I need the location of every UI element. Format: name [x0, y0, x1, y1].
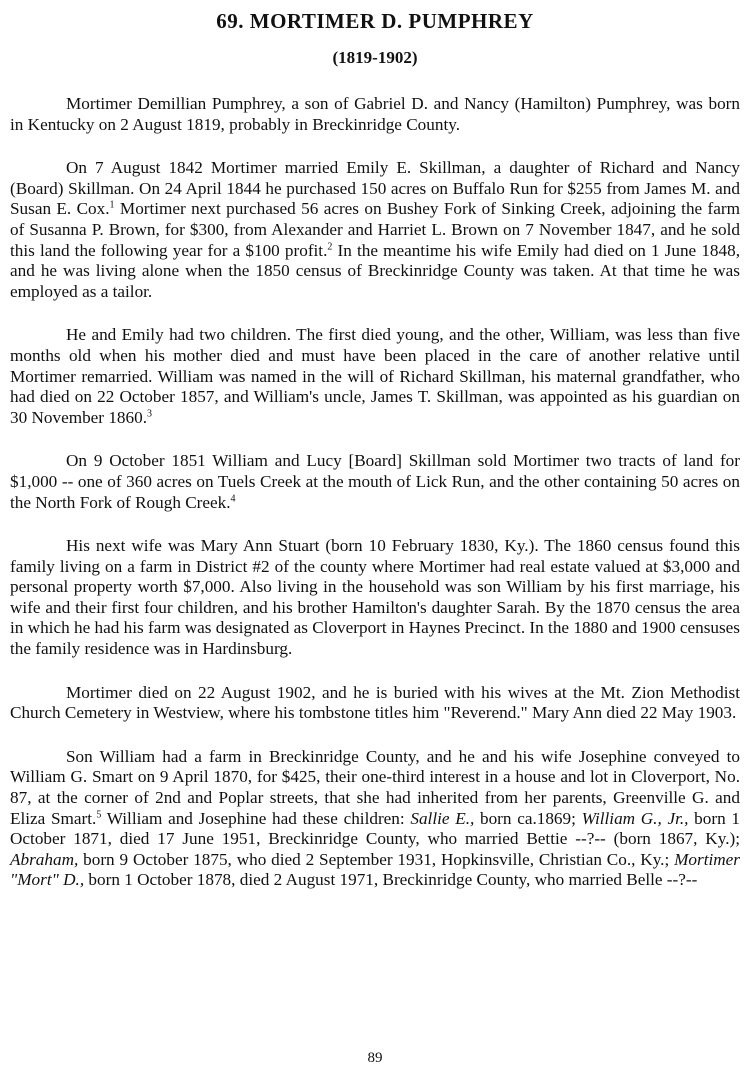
paragraph-text: Son William had a farm in Breckinridge County, and he and his wife Josephine conveyed to William G. Smart on 9 April 1870, for $425, their one-third interest in a house and lot in Cloverport, No. 87, at the corner of 2nd and Poplar streets, that she had inherited from her parents, Greenville G. and Eliza Smart. — [10, 746, 740, 828]
paragraph-text: He and Emily had two children. The first died young, and the other, William, was less than five months old when his mother died and must have been placed in the care of another relative until Mortimer remarried. William was named in the will of Richard Skillman, his maternal grandfather, who had died on 22 October 1857, and William's uncle, James T. Skillman, was appointed as his guardian on 30 November 1860. — [10, 325, 740, 427]
child-name: Mortimer "Mort" D., — [10, 849, 740, 890]
child-name: Sallie E., — [410, 808, 475, 828]
child-name: William G., Jr., — [581, 808, 689, 828]
footnote-marker: 3 — [147, 407, 152, 419]
paragraph — [10, 94, 740, 135]
paragraph — [10, 158, 740, 302]
paragraph — [10, 536, 740, 660]
paragraph — [10, 325, 740, 428]
paragraph-text: Mortimer Demillian Pumphrey, a son of Gabriel D. and Nancy (Hamilton) Pumphrey, was born in Kentucky on 2 August 1819, probably in Breckinridge County. — [10, 94, 740, 134]
footnote-marker: 1 — [109, 199, 115, 211]
document-page — [10, 0, 740, 1076]
chapter-title: 69. MORTIMER D. PUMPHREY — [216, 9, 534, 33]
paragraph-text: Mortimer next purchased 56 acres on Bushey Fork of Sinking Creek, adjoining the farm of Susanna P. Brown, for $300, from Alexander and Harriet L. Brown on 7 November 1847, and he sold this land the following year for a $100 profit. — [10, 199, 740, 260]
paragraph — [10, 747, 740, 891]
paragraph — [10, 451, 740, 513]
paragraph-text: born 1 October 1878, died 2 August 1971, Breckinridge County, who married Belle --?-- — [84, 870, 698, 890]
paragraph-text: His next wife was Mary Ann Stuart (born 10 February 1830, Ky.). The 1860 census found this family living on a farm in District #2 of the county where Mortimer had real estate valued at $3,000 and personal property worth $7,000. Also living in the household was son William by his first marriage, his wife and their first four children, and his brother Hamilton's daughter Sarah. By the 1870 census the area in which he had his farm was designated as Cloverport in Haynes Precinct. In the 1880 and 1900 censuses the family residence was in Hardinsburg. — [10, 536, 740, 659]
paragraph — [10, 683, 740, 724]
footnote-marker: 5 — [96, 808, 102, 820]
paragraph-text: William and Josephine had these children: — [101, 808, 411, 828]
paragraph-text: born 9 October 1875, who died 2 September 1931, Hopkinsville, Christian Co., Ky.; — [78, 849, 675, 869]
paragraph-text: Mortimer died on 22 August 1902, and he is buried with his wives at the Mt. Zion Methodist Church Cemetery in Westview, where his tombstone titles him "Reverend." Mary Ann died 22 May 1903. — [10, 682, 740, 723]
child-name: Abraham, — [10, 849, 79, 869]
footnote-marker: 4 — [230, 492, 236, 504]
paragraph-text: born 1 October 1871, died 17 June 1951, Breckinridge County, who married Bettie --?-- (born 1867, Ky.); — [10, 808, 740, 849]
paragraph-text: On 7 August 1842 Mortimer married Emily E. Skillman, a daughter of Richard and Nancy (Board) Skillman. On 24 April 1844 he purchased 150 acres on Buffalo Run for $255 from James M. and Susan E. Cox. — [10, 158, 740, 219]
paragraph-text: On 9 October 1851 William and Lucy [Board] Skillman sold Mortimer two tracts of land for $1,000 -- one of 360 acres on Tuels Creek at the mouth of Lick Run, and the other containing 50 acres on the North Fork of Rough Creek. — [10, 451, 740, 512]
body-text — [10, 94, 740, 914]
paragraph-text: born ca.1869; — [474, 808, 582, 828]
paragraph-text: In the meantime his wife Emily had died on 1 June 1848, and he was living alone when the 1850 census of Breckinridge County was taken. At that time he was employed as a tailor. — [10, 240, 740, 301]
life-dates: (1819-1902) — [332, 48, 418, 67]
footnote-marker: 2 — [327, 240, 333, 252]
page-number: 89 — [367, 1050, 383, 1066]
